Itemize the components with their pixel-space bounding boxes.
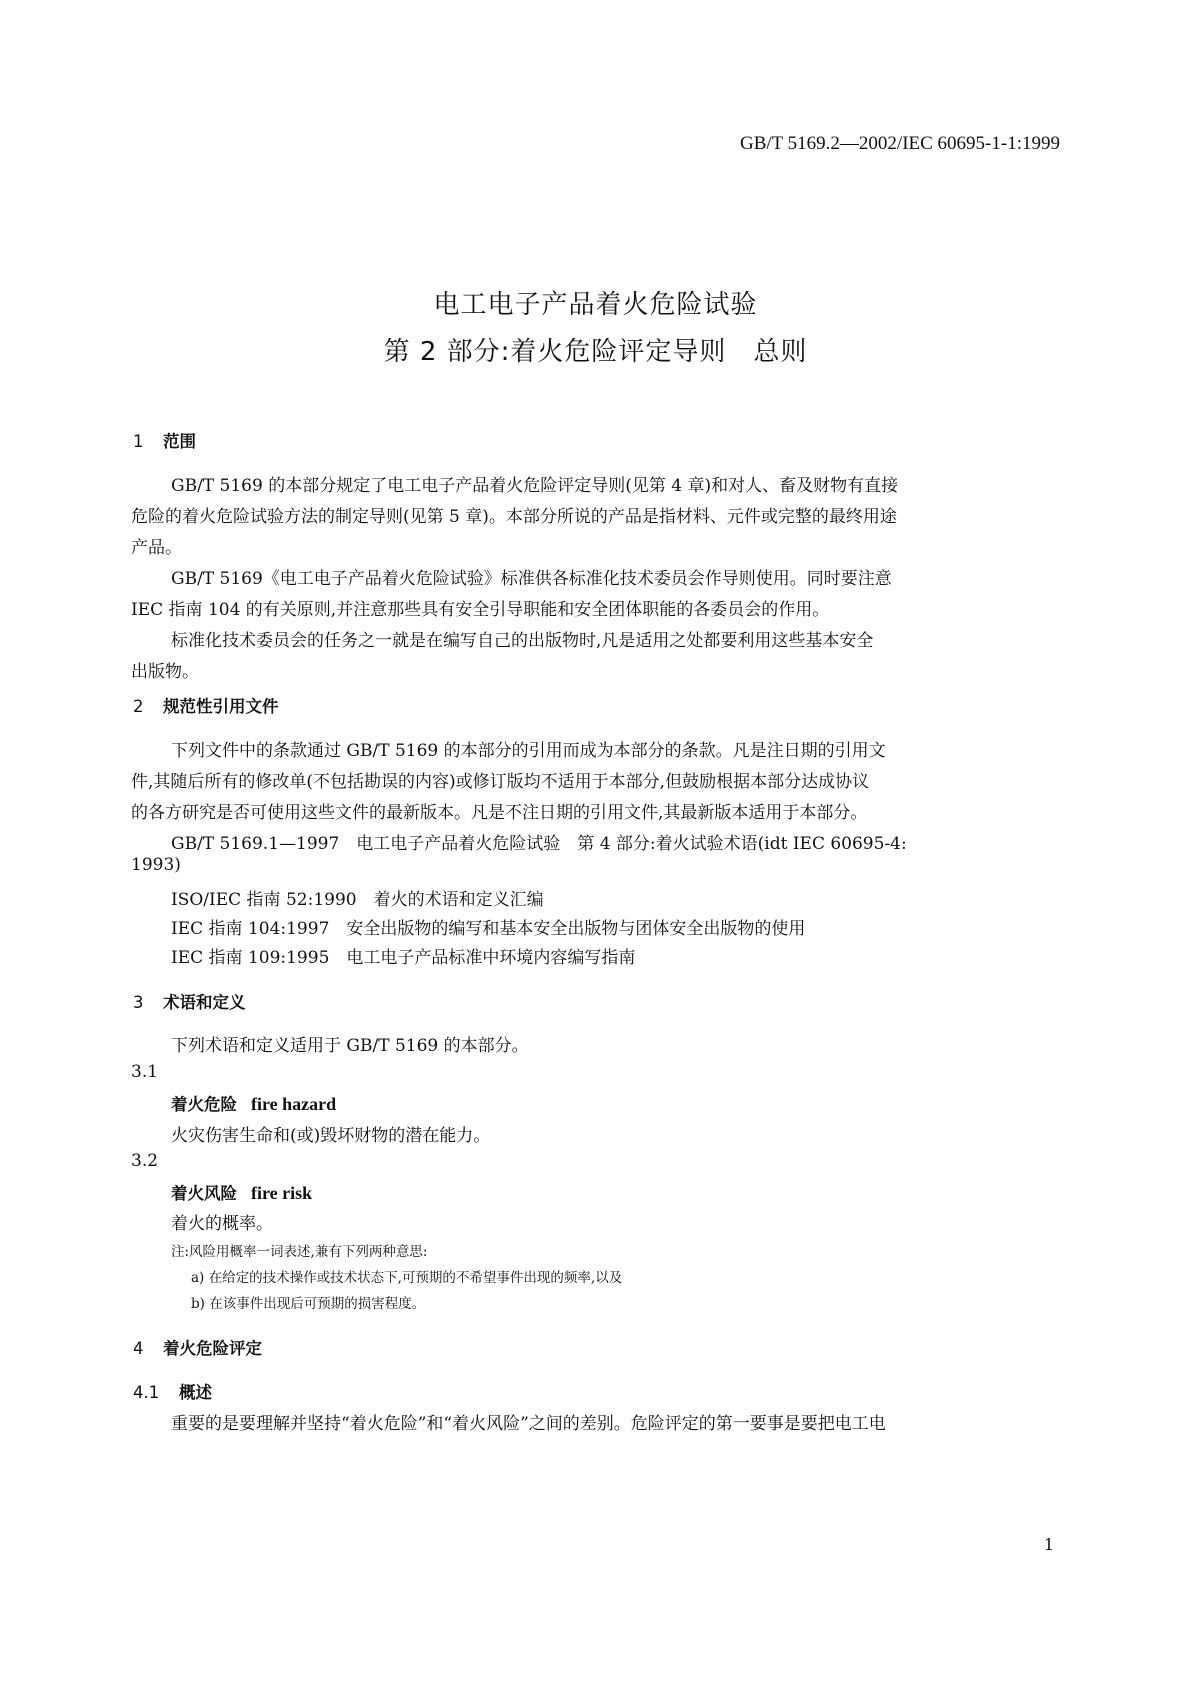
standard-number: GB/T 5169.2—2002/IEC 60695-1-1:1999 xyxy=(739,133,1060,154)
s3-intro: 下列术语和定义适用于 GB/T 5169 的本部分。 xyxy=(171,1036,529,1056)
term-definition: 火灾伤害生命和(或)毁坏财物的潜在能力。 xyxy=(171,1126,491,1146)
s2-para1-line1: 下列文件中的条款通过 GB/T 5169 的本部分的引用而成为本部分的条款。凡是注日期的引用文 xyxy=(171,741,886,761)
title-line-1: 电工电子产品着火危险试验 xyxy=(433,290,758,320)
s2-para1-line3: 的各方研究是否可使用这些文件的最新版本。凡是不注日期的引用文件,其最新版本适用于本部分。 xyxy=(131,803,868,823)
reference-item: GB/T 5169.1—1997 电工电子产品着火危险试验 第 4 部分:着火试验术语(idt IEC 60695-4: xyxy=(171,834,907,854)
section-2-heading xyxy=(133,693,279,717)
term-note: 注:风险用概率一词表述,兼有下列两种意思: xyxy=(171,1244,428,1260)
reference-item: IEC 指南 109:1995 电工电子产品标准中环境内容编写指南 xyxy=(171,948,636,968)
section-number: 2 xyxy=(133,697,144,716)
s1-para1-line2: 危险的着火危险试验方法的制定导则(见第 5 章)。本部分所说的产品是指材料、元件或完整的最终用途 xyxy=(131,507,897,527)
term-en: fire hazard xyxy=(251,1094,337,1114)
section-number: 4 xyxy=(133,1339,144,1358)
reference-item-continued: 1993) xyxy=(131,855,181,875)
term-heading xyxy=(171,1091,336,1115)
section-title: 着火危险评定 xyxy=(163,1339,262,1358)
term-en: fire risk xyxy=(251,1183,313,1203)
s1-para2-line2: IEC 指南 104 的有关原则,并注意那些具有安全引导职能和安全团体职能的各委员会的作用。 xyxy=(131,600,830,620)
term-note-item-b: b) 在该事件出现后可预期的损害程度。 xyxy=(191,1296,426,1312)
s1-para1-line1: GB/T 5169 的本部分规定了电工电子产品着火危险评定导则(见第 4 章)和对人、畜及财物有直接 xyxy=(171,476,899,496)
term-heading xyxy=(171,1180,312,1204)
s1-para3-line2: 出版物。 xyxy=(131,662,199,682)
section-title: 规范性引用文件 xyxy=(163,697,279,716)
reference-item: ISO/IEC 指南 52:1990 着火的术语和定义汇编 xyxy=(171,890,544,910)
s1-para2-line1: GB/T 5169《电工电子产品着火危险试验》标准供各标准化技术委员会作导则使用。同时要注意 xyxy=(171,569,892,589)
s4-para1-line1: 重要的是要理解并坚持“着火危险”和“着火风险”之间的差别。危险评定的第一要事是要把电工电 xyxy=(171,1414,886,1434)
term-cn: 着火风险 xyxy=(171,1184,237,1203)
page-number: 1 xyxy=(1043,1535,1054,1554)
section-number: 3 xyxy=(133,993,144,1012)
section-4-heading xyxy=(133,1335,262,1359)
s1-para3-line1: 标准化技术委员会的任务之一就是在编写自己的出版物时,凡是适用之处都要利用这些基本安全 xyxy=(171,631,874,651)
term-note-item-a: a) 在给定的技术操作或技术状态下,可预期的不希望事件出现的频率,以及 xyxy=(191,1270,623,1286)
subsection-number: 4.1 xyxy=(133,1383,160,1402)
term-definition: 着火的概率。 xyxy=(171,1214,273,1234)
section-number: 1 xyxy=(133,432,144,451)
title-line-2: 第 2 部分:着火危险评定导则 总则 xyxy=(383,337,808,367)
s2-para1-line2: 件,其随后所有的修改单(不包括勘误的内容)或修订版均不适用于本部分,但鼓励根据本部分达成协议 xyxy=(131,772,870,792)
subsection-4-1-heading xyxy=(133,1379,212,1403)
section-title: 术语和定义 xyxy=(163,993,246,1012)
term-number: 3.2 xyxy=(131,1151,159,1171)
subsection-title: 概述 xyxy=(179,1383,212,1402)
term-number: 3.1 xyxy=(131,1062,159,1082)
section-title: 范围 xyxy=(163,432,196,451)
section-1-heading xyxy=(133,428,196,452)
term-cn: 着火危险 xyxy=(171,1095,237,1114)
s1-para1-line3: 产品。 xyxy=(131,538,182,558)
section-3-heading xyxy=(133,989,246,1013)
reference-item: IEC 指南 104:1997 安全出版物的编写和基本安全出版物与团体安全出版物的使用 xyxy=(171,919,806,939)
